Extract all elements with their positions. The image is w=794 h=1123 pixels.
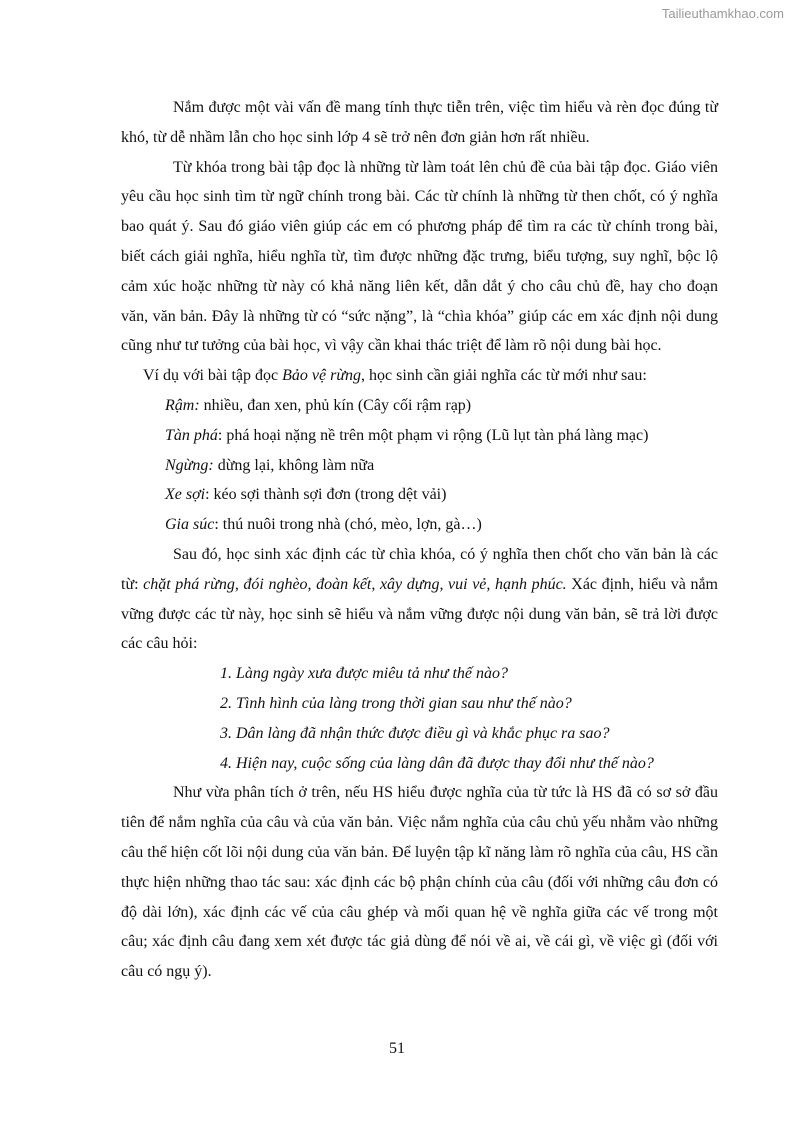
example-suffix: , học sinh cần giải nghĩa các từ mới như sau:	[361, 367, 647, 385]
definition-item	[121, 510, 718, 540]
definition-term: Rậm:	[165, 396, 200, 414]
paragraph-example	[121, 361, 718, 391]
definition-item	[121, 421, 718, 451]
definition-term: Gia súc	[165, 516, 215, 534]
question-item: 3. Dân làng đã nhận thức được điều gì và khắc phục ra sao?	[220, 724, 610, 742]
key-words-list: chặt phá rừng, đói nghèo, đoàn kết, xây dựng, vui vẻ, hạnh phúc.	[143, 575, 567, 593]
watermark-text: Tailieuthamkhao.com	[661, 6, 784, 21]
definition-list	[121, 391, 718, 540]
definition-item	[121, 391, 718, 421]
definition-term: Xe sợi	[165, 486, 206, 504]
paragraph-key-words	[121, 540, 718, 659]
question-item: 1. Làng ngày xưa được miêu tả như thế nào?	[220, 665, 509, 683]
question-item: 4. Hiện nay, cuộc sống của làng dân đã được thay đổi như thế nào?	[220, 754, 654, 772]
lesson-title: Bảo vệ rừng	[282, 367, 362, 385]
document-body	[121, 93, 718, 987]
definition-item	[121, 480, 718, 510]
definition-meaning: dừng lại, không làm nữa	[213, 456, 375, 474]
definition-meaning: nhiều, đan xen, phủ kín (Cây cối rậm rạp)	[199, 396, 472, 414]
definition-term: Ngừng:	[165, 456, 214, 474]
key-words-suffix: Xác định, hiểu và nắm vững được các từ này, học sinh sẽ hiểu và nắm vững được nội dung văn bản, sẽ trả lời được các câu hỏi:	[121, 575, 718, 653]
paragraph-sentence-meaning: Như vừa phân tích ở trên, nếu HS hiểu được nghĩa của từ tức là HS đã có sơ sở đầu tiên để nắm nghĩa của câu và của văn bản. Việc nắm nghĩa của câu chủ yếu nhằm vào những câu thể hiện cốt lõi nội dung của văn bản. Để luyện tập kĩ năng làm rõ nghĩa của câu, HS cần thực hiện những thao tác sau: xác định các bộ phận chính của câu (đối với những câu đơn có độ dài lớn), xác định các vế của câu ghép và mối quan hệ về nghĩa giữa các vế trong một câu; xác định câu đang xem xét được tác giả dùng để nói về ai, về cái gì, về việc gì (đối với câu có ngụ ý).	[121, 784, 718, 981]
paragraph-keywords-definition: Từ khóa trong bài tập đọc là những từ làm toát lên chủ đề của bài tập đọc. Giáo viên yêu cầu học sinh tìm từ ngữ chính trong bài. Các từ chính là những từ then chốt, có ý nghĩa bao quát ý. Sau đó giáo viên giúp các em có phương pháp để tìm ra các từ chính trong bài, biết cách giải nghĩa, hiểu nghĩa từ, tìm được những đặc trưng, biểu tượng, suy nghĩ, bộc lộ cảm xúc hoặc những từ này có khả năng liên kết, dẫn dắt ý cho câu chủ đề, hay cho đoạn văn, văn bản. Đây là những từ có “sức nặng”, là “chìa khóa” giúp các em xác định nội dung cũng như tư tưởng của bài học, vì vậy cần khai thác triệt để làm rõ nội dung bài học.	[121, 158, 718, 355]
key-words-prefix: Sau đó, học sinh xác định các từ chìa khóa, có ý nghĩa then chốt cho văn bản là các từ:	[121, 545, 718, 593]
question-list	[121, 659, 718, 778]
paragraph-intro: Nắm được một vài vấn đề mang tính thực tiễn trên, việc tìm hiểu và rèn đọc đúng từ khó, từ dễ nhầm lẫn cho học sinh lớp 4 sẽ trở nên đơn giản hơn rất nhiều.	[121, 99, 718, 146]
page-number: 51	[389, 1040, 405, 1057]
definition-meaning: : kéo sợi thành sợi đơn (trong dệt vải)	[205, 486, 447, 504]
definition-term: Tàn phá	[165, 426, 218, 444]
definition-item	[121, 451, 718, 481]
definition-meaning: : thú nuôi trong nhà (chó, mèo, lợn, gà…)	[214, 516, 482, 534]
question-item: 2. Tình hình của làng trong thời gian sau như thế nào?	[220, 694, 572, 712]
definition-meaning: : phá hoại nặng nề trên một phạm vi rộng (Lũ lụt tàn phá làng mạc)	[217, 426, 649, 444]
example-prefix: Ví dụ với bài tập đọc	[143, 367, 283, 385]
